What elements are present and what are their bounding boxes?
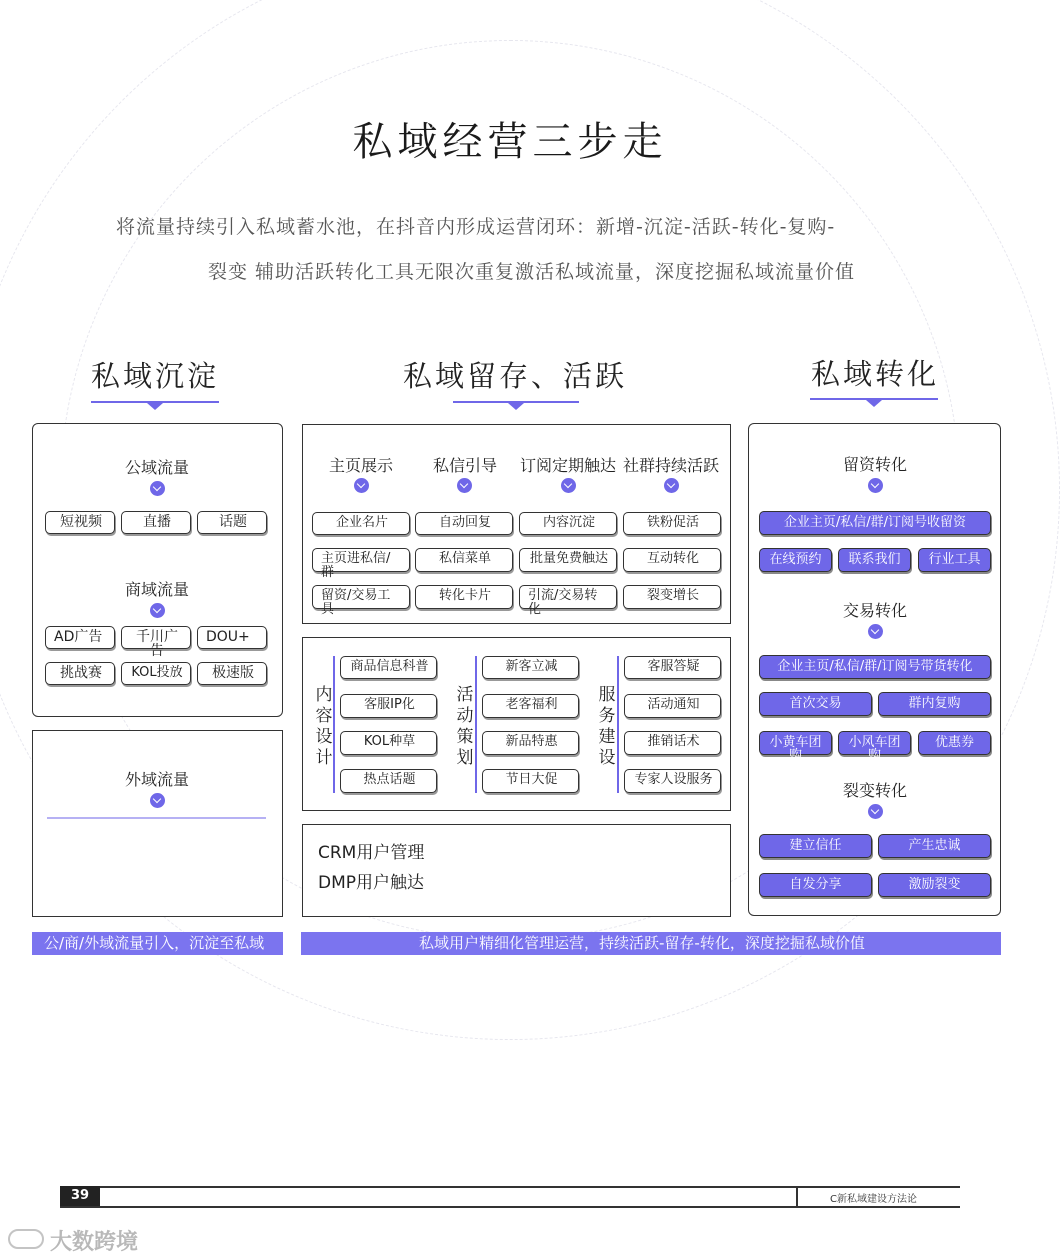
footer-line-top: [60, 1186, 960, 1188]
external-divider: [47, 817, 266, 819]
section-pointer: [866, 400, 882, 407]
tag-old-customer-benefit: 老客福利: [482, 694, 579, 718]
tag-content-precipitation: 内容沉淀: [519, 512, 617, 535]
trade-convert-label: 交易转化: [842, 601, 907, 620]
chevron-down-icon: [664, 478, 679, 493]
settle-summary-bar: 公/商/外域流量引入，沉淀至私域: [32, 932, 283, 955]
content-design-bar: [333, 656, 335, 793]
tag-sales-script: 推销话术: [624, 731, 721, 755]
section-title-settle: 私域沉淀: [90, 359, 219, 393]
tag-convert-card: 转化卡片: [415, 585, 513, 609]
chevron-down-icon: [868, 804, 883, 819]
tag-windmill-group-buy: 小风车团购: [838, 731, 911, 755]
tag-business-card: 企业名片: [312, 512, 410, 535]
subtitle-line-2: 裂变 辅助活跃转化工具无限次重复激活私域流量，深度挖掘私域流量价值: [208, 261, 856, 283]
tag-homepage-to-dm: 主页进私信/群: [312, 548, 410, 572]
external-panel: [32, 730, 283, 917]
tag-activity-notice: 活动通知: [624, 694, 721, 718]
tag-expert-persona: 专家人设服务: [624, 769, 721, 793]
tag-dou-plus: DOU+: [197, 626, 267, 649]
crm-text: CRM用户管理 DMP用户触达: [318, 843, 425, 893]
tag-kol-seeding: KOL种草: [340, 731, 437, 755]
tag-new-customer-discount: 新客立减: [482, 656, 579, 679]
chevron-down-icon: [150, 481, 165, 496]
tag-first-trade: 首次交易: [759, 692, 872, 716]
tag-ad: AD广告: [45, 626, 115, 649]
section-pointer: [147, 403, 163, 410]
public-traffic-label: 公域流量: [124, 458, 189, 477]
tag-lead-main: 企业主页/私信/群/订阅号收留资: [759, 511, 991, 535]
footer-title: C新私域建设方法论: [830, 1194, 917, 1205]
tag-hot-topic: 热点话题: [340, 769, 437, 793]
tag-auto-reply: 自动回复: [415, 512, 513, 535]
tag-traffic-trade: 引流/交易转化: [519, 585, 617, 609]
chevron-down-icon: [868, 624, 883, 639]
content-design-label: 内容设计: [315, 685, 333, 768]
service-build-label: 服务建设: [598, 685, 616, 768]
tag-short-video: 短视频: [45, 511, 115, 534]
tag-lite: 极速版: [197, 662, 267, 685]
tag-online-booking: 在线预约: [759, 548, 832, 572]
chevron-down-icon: [561, 478, 576, 493]
tag-self-share: 自发分享: [759, 873, 872, 897]
tag-coupon: 优惠券: [918, 731, 991, 755]
tag-challenge: 挑战赛: [45, 662, 115, 685]
watermark-logo-icon: [8, 1229, 44, 1249]
tag-live: 直播: [121, 511, 191, 534]
tag-qianchuan: 千川广告: [121, 626, 191, 649]
tag-industry-tools: 行业工具: [918, 548, 991, 572]
tag-batch-reach: 批量免费触达: [519, 548, 617, 572]
tag-fan-activation: 铁粉促活: [623, 512, 721, 535]
chevron-down-icon: [457, 478, 472, 493]
tag-loyalty: 产生忠诚: [878, 834, 991, 858]
service-build-bar: [617, 656, 619, 793]
chevron-down-icon: [354, 478, 369, 493]
section-title-retain: 私域留存、活跃: [402, 359, 627, 393]
tag-topic: 话题: [197, 511, 267, 534]
tag-dm-menu: 私信菜单: [415, 548, 513, 572]
tag-service-ip: 客服IP化: [340, 694, 437, 718]
retain-header-subscribe: 订阅定期触达: [519, 456, 616, 475]
page-title: 私域经营三步走: [352, 119, 668, 165]
tag-trade-main: 企业主页/私信/群/订阅号带货转化: [759, 655, 991, 679]
section-pointer: [508, 403, 524, 410]
retain-header-homepage: 主页展示: [328, 456, 393, 475]
tag-product-science: 商品信息科普: [340, 656, 437, 679]
retain-header-community: 社群持续活跃: [622, 456, 719, 475]
commerce-traffic-label: 商域流量: [124, 580, 189, 599]
tag-service-qa: 客服答疑: [624, 656, 721, 679]
section-title-convert: 私域转化: [810, 357, 939, 391]
lead-convert-label: 留资转化: [842, 455, 907, 474]
tag-lead-trade-tool: 留资/交易工具: [312, 585, 410, 609]
tag-group-repurchase: 群内复购: [878, 692, 991, 716]
tag-interaction-convert: 互动转化: [623, 548, 721, 572]
watermark-text: 大数跨境: [50, 1230, 139, 1255]
tag-new-product-offer: 新品特惠: [482, 731, 579, 755]
subtitle-line-1: 将流量持续引入私域蓄水池，在抖音内形成运营闭环：新增-沉淀-活跃-转化-复购-: [116, 216, 836, 238]
retain-summary-bar: 私域用户精细化管理运营，持续活跃-留存-转化，深度挖掘私域价值: [301, 932, 1001, 955]
tag-contact-us: 联系我们: [838, 548, 911, 572]
page-number: 39: [60, 1186, 100, 1206]
external-traffic-label: 外域流量: [124, 770, 189, 789]
tag-kol: KOL投放: [121, 662, 191, 685]
tag-incentive-fission: 激励裂变: [878, 873, 991, 897]
footer-divider: [796, 1186, 798, 1206]
activity-plan-label: 活动策划: [456, 685, 474, 768]
tag-cart-group-buy: 小黄车团购: [759, 731, 832, 755]
chevron-down-icon: [868, 478, 883, 493]
tag-fission-growth: 裂变增长: [623, 585, 721, 609]
tag-holiday-promo: 节日大促: [482, 769, 579, 793]
footer-line-bottom: [60, 1206, 960, 1208]
chevron-down-icon: [150, 793, 165, 808]
fission-convert-label: 裂变转化: [842, 781, 907, 800]
chevron-down-icon: [150, 603, 165, 618]
retain-header-dm: 私信引导: [432, 456, 497, 475]
tag-build-trust: 建立信任: [759, 834, 872, 858]
activity-plan-bar: [475, 656, 477, 793]
